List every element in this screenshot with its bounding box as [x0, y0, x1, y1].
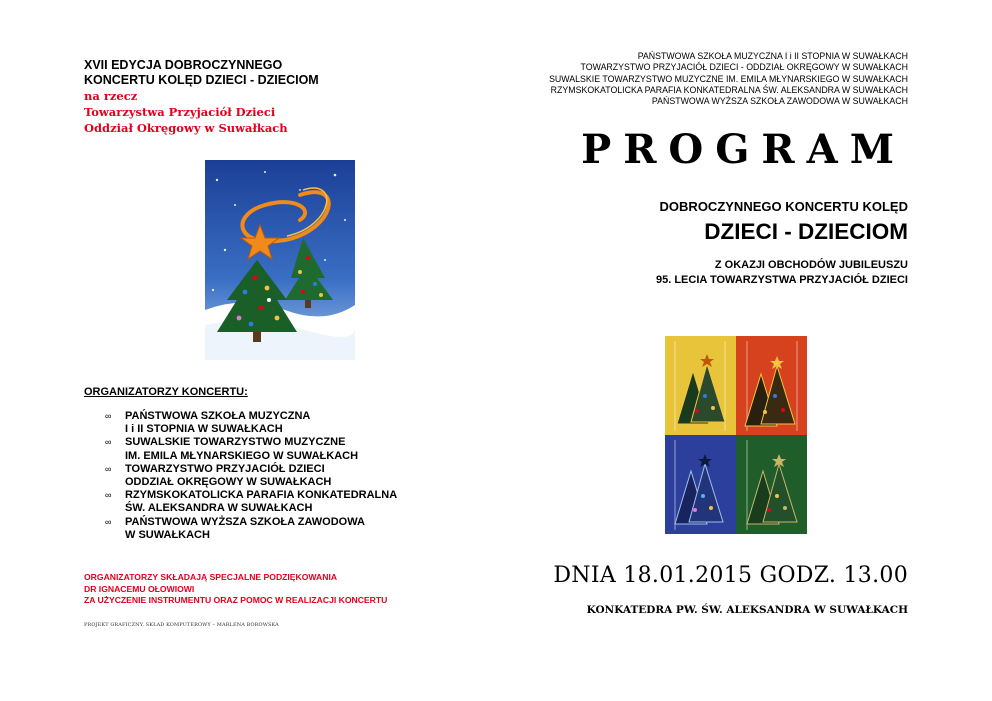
institution-line: PAŃSTWOWA SZKOŁA MUZYCZNA I i II STOPNIA W SUWAŁKACH	[637, 51, 908, 61]
infinity-bullet-icon: ∞	[105, 490, 112, 501]
list-item	[105, 410, 425, 436]
thanks-line-2: DR IGNACEMU OŁOWIOWI	[84, 583, 195, 594]
organizers-heading: ORGANIZATORZY KONCERTU:	[84, 386, 248, 398]
christmas-tree-card-image	[205, 160, 355, 360]
design-credit: PROJEKT GRAFICZNY, SKŁAD KOMPUTEROWY – MARLENA BOROWSKA	[84, 622, 279, 628]
infinity-bullet-icon: ∞	[105, 463, 112, 474]
occasion-line-2: 95. LECIA TOWARZYSTWA PRZYJACIÓŁ DZIECI	[655, 274, 908, 286]
list-item	[105, 489, 425, 515]
infinity-bullet-icon: ∞	[105, 437, 112, 448]
organizer-name-cont: ŚW. ALEKSANDRA W SUWAŁKACH	[125, 502, 313, 515]
organizer-name: PAŃSTWOWA SZKOŁA MUZYCZNA	[125, 410, 311, 422]
title-line-2: KONCERTU KOLĘD DZIECI - DZIECIOM	[84, 73, 319, 87]
occasion-line-1: Z OKAZJI OBCHODÓW JUBILEUSZU	[714, 259, 908, 271]
concert-date-time: DNIA 18.01.2015 GODZ. 13.00	[553, 563, 908, 588]
institution-line: TOWARZYSTWO PRZYJACIÓŁ DZIECI - ODDZIAŁ OKRĘGOWY W SUWAŁKACH	[580, 62, 908, 73]
thanks-note	[84, 572, 444, 607]
concert-venue: KONKATEDRA PW. ŚW. ALEKSANDRA W SUWAŁKACH	[586, 604, 908, 616]
organizer-name: SUWALSKIE TOWARZYSTWO MUZYCZNE	[125, 436, 346, 449]
four-trees-card-image	[665, 336, 807, 534]
institution-line: SUWALSKIE TOWARZYSTWO MUZYCZNE IM. EMILA MŁYNARSKIEGO W SUWAŁKACH	[549, 73, 908, 84]
left-title-block	[84, 58, 414, 136]
organizer-name: TOWARZYSTWO PRZYJACIÓŁ DZIECI	[125, 462, 325, 475]
institution-line: RZYMSKOKATOLICKA PARAFIA KONKATEDRALNA ŚW. ALEKSANDRA W SUWAŁKACH	[550, 84, 908, 95]
thanks-line-1: ORGANIZATORZY SKŁADAJĄ SPECJALNE PODZIĘKOWANIA	[84, 572, 338, 582]
concert-name: DZIECI - DZIECIOM	[704, 219, 908, 244]
occasion-text	[488, 258, 908, 288]
concert-subtitle: DOBROCZYNNEGO KONCERTU KOLĘD	[659, 199, 908, 214]
organizer-name-cont: ODDZIAŁ OKRĘGOWY W SUWAŁKACH	[125, 476, 332, 489]
organizer-name: PAŃSTWOWA WYŻSZA SZKOŁA ZAWODOWA	[125, 515, 365, 528]
list-item	[105, 436, 425, 462]
infinity-bullet-icon: ∞	[105, 411, 112, 421]
organizer-name-cont: I i II STOPNIA W SUWAŁKACH	[125, 423, 283, 436]
list-item	[105, 516, 425, 542]
organizers-list	[105, 410, 425, 542]
beneficiary-line-3: Oddział Okręgowy w Suwałkach	[84, 121, 288, 135]
organizer-name-cont: W SUWAŁKACH	[125, 528, 210, 541]
organizer-name-cont: IM. EMILA MŁYNARSKIEGO W SUWAŁKACH	[125, 449, 359, 462]
list-item	[105, 463, 425, 489]
infinity-bullet-icon: ∞	[105, 516, 112, 527]
institution-line: PAŃSTWOWA WYŻSZA SZKOŁA ZAWODOWA W SUWAŁKACH	[651, 96, 908, 107]
beneficiary-line-2: Towarzystwa Przyjaciół Dzieci	[84, 105, 276, 119]
program-heading: PROGRAM	[581, 126, 906, 173]
organizer-name: RZYMSKOKATOLICKA PARAFIA KONKATEDRALNA	[125, 489, 398, 502]
beneficiary-line-1: na rzecz	[84, 89, 138, 103]
title-line-1: XVII EDYCJA DOBROCZYNNEGO	[84, 58, 283, 72]
institutions-list	[488, 51, 908, 107]
thanks-line-3: ZA UŻYCZENIE INSTRUMENTU ORAZ POMOC W REALIZACJI KONCERTU	[84, 595, 388, 605]
